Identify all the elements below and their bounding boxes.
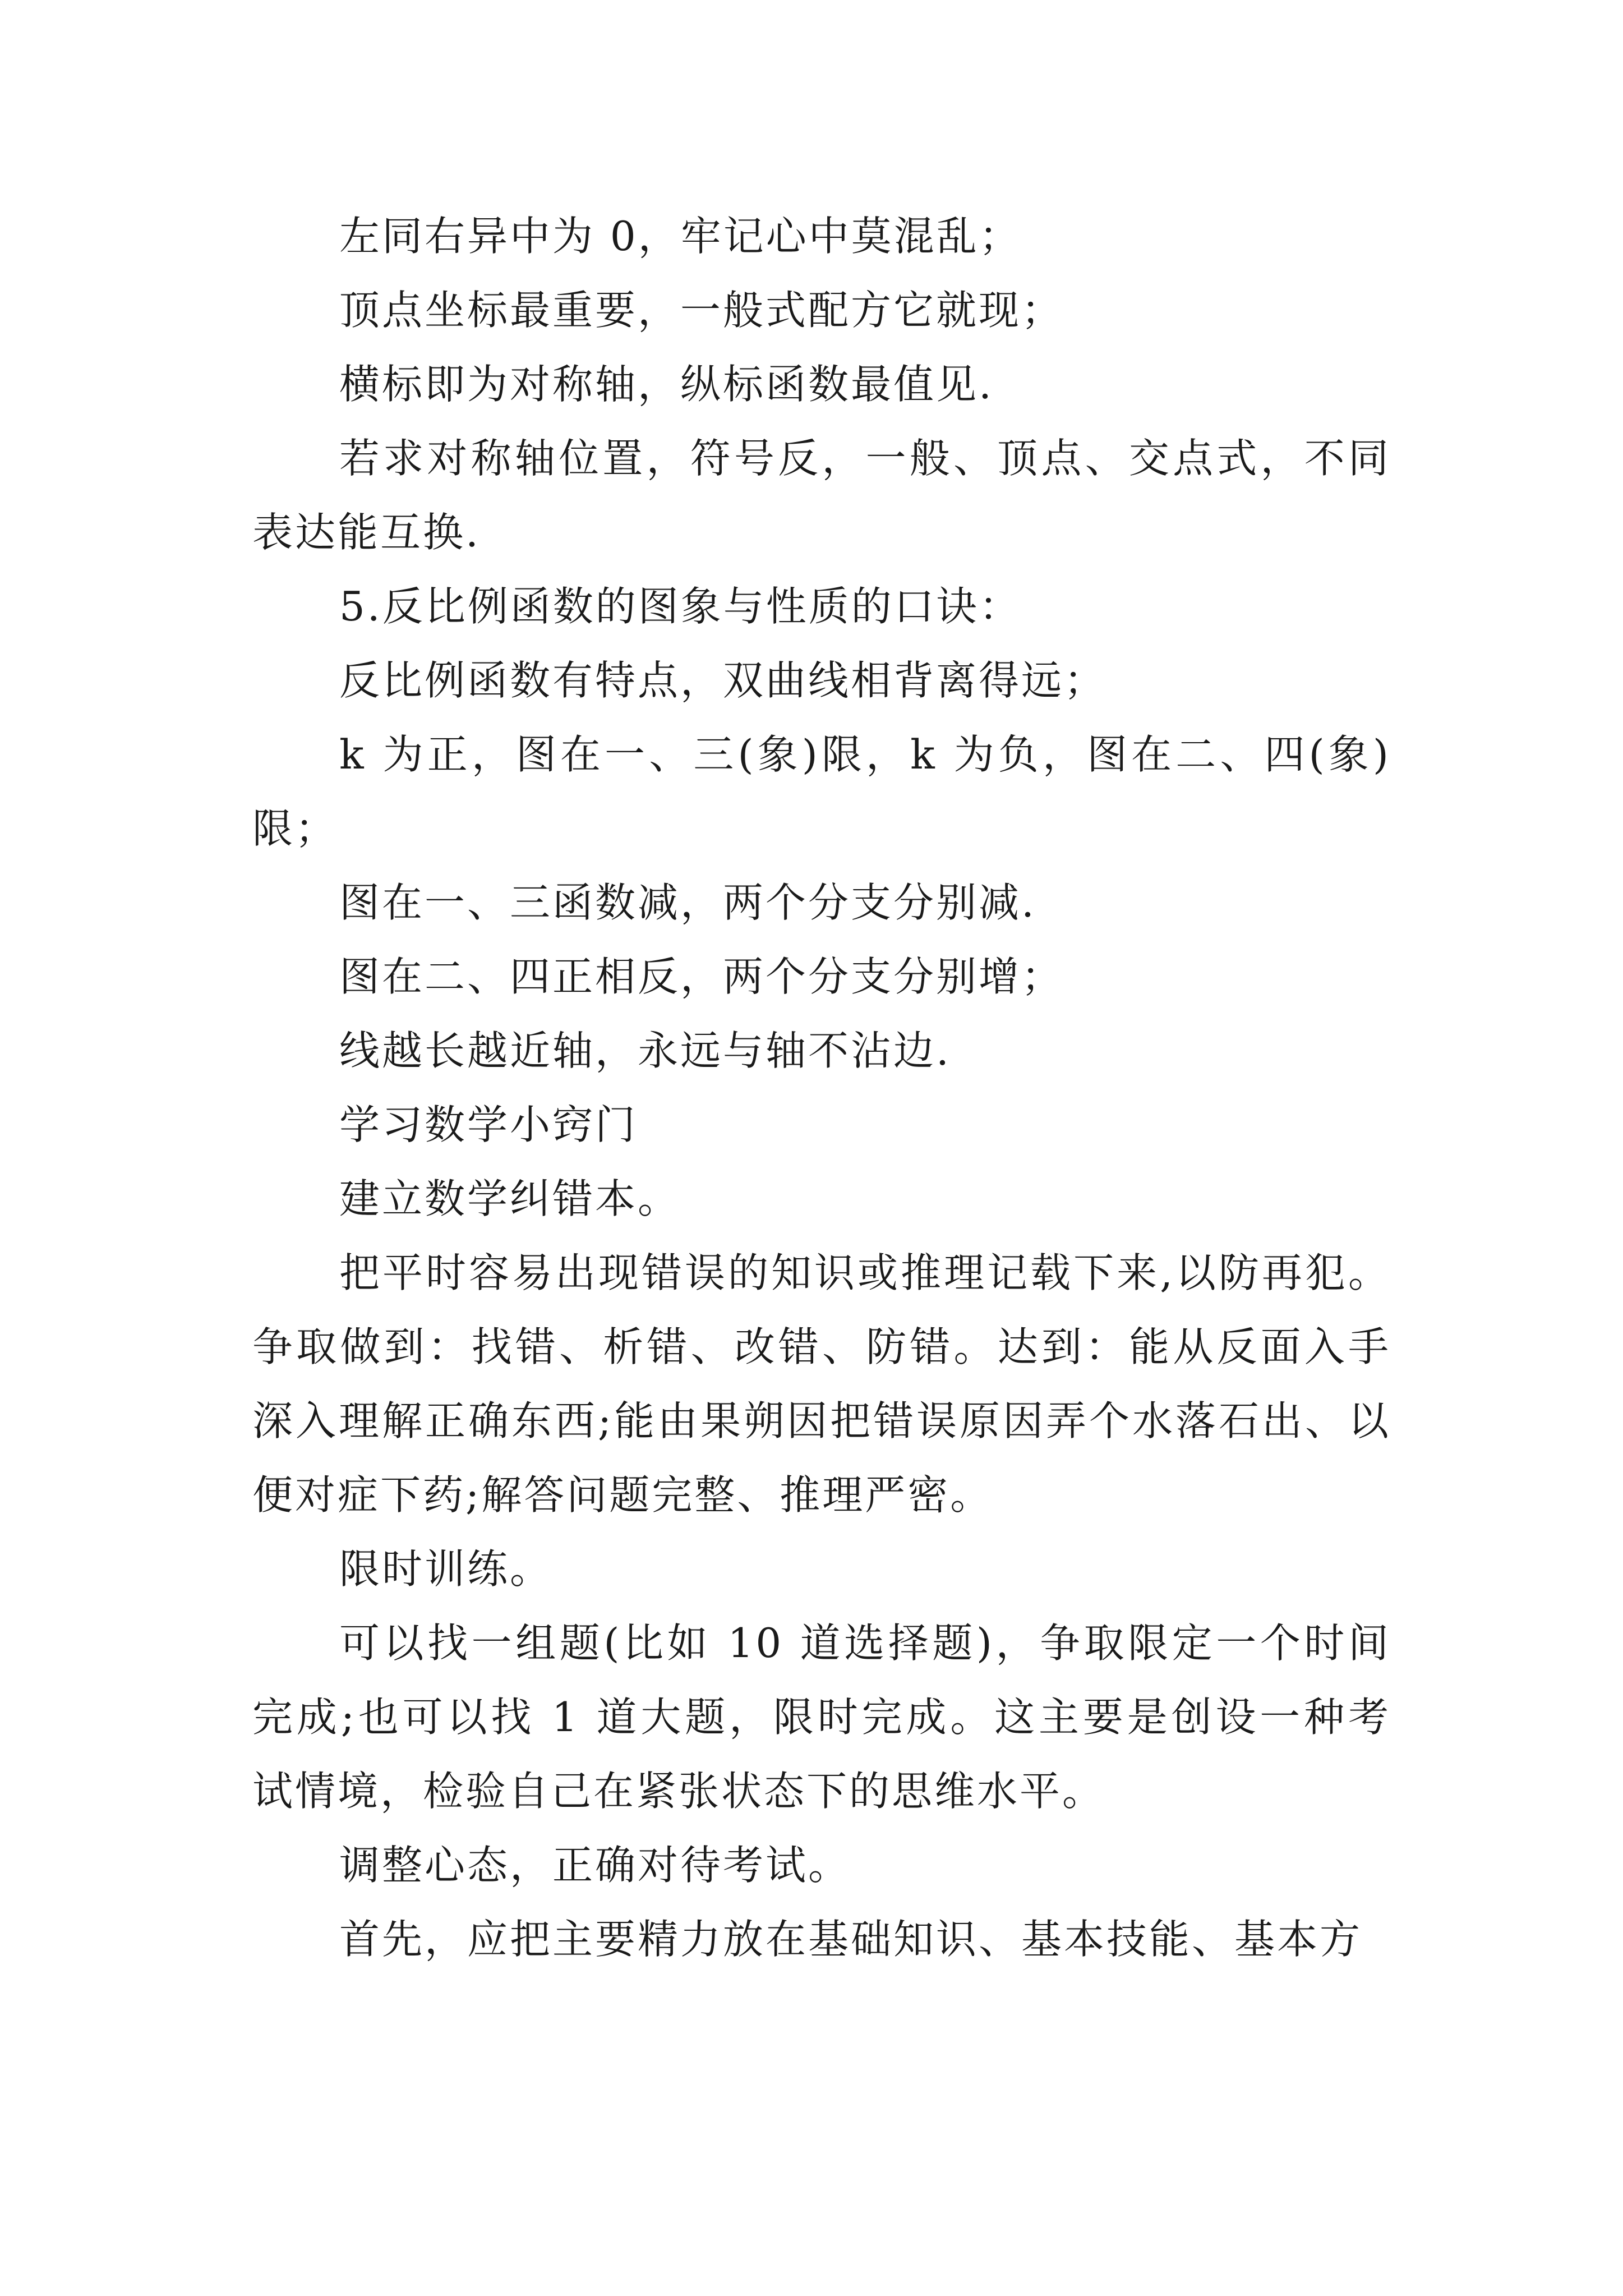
tip-heading-timed-training: 限时训练。 <box>339 1545 553 1593</box>
document-page <box>252 199 1391 1976</box>
paragraph-symmetry-position: 若求对称轴位置，符号反，一般、顶点、交点式，不同表达能互换. <box>252 435 1391 556</box>
paragraph-vertex-coordinates: 顶点坐标最重要，一般式配方它就现； <box>339 287 1064 334</box>
paragraph-mnemonic-left-right: 左同右异中为 0，牢记心中莫混乱； <box>339 213 1022 260</box>
section-heading-study-tips: 学习数学小窍门 <box>339 1101 638 1148</box>
tip-heading-error-notebook: 建立数学纠错本。 <box>339 1175 681 1222</box>
paragraph-quadrants-1-3: 图在一、三函数减，两个分支分别减. <box>339 879 1036 926</box>
paragraph-axis-of-symmetry: 横标即为对称轴，纵标函数最值见. <box>339 361 994 408</box>
paragraph-timed-training: 可以找一组题(比如 10 道选择题)，争取限定一个时间完成;也可以找 1 道大题，限时完成。这主要是创设一种考试情境，检验自己在紧张状态下的思维水平。 <box>252 1619 1391 1815</box>
paragraph-mindset: 首先，应把主要精力放在基础知识、基本技能、基本方 <box>339 1916 1363 1963</box>
paragraph-asymptote: 线越长越近轴，永远与轴不沾边. <box>339 1027 951 1074</box>
paragraph-inverse-features: 反比例函数有特点，双曲线相背离得远； <box>339 657 1107 704</box>
paragraph-error-notebook: 把平时容易出现错误的知识或推理记载下来,以防再犯。争取做到：找错、析错、改错、防错。达到：能从反面入手深入理解正确东西;能由果朔因把错误原因弄个水落石出、以便对症下药;解答问题完整、推理严密。 <box>252 1249 1391 1519</box>
section-heading-inverse-proportion: 5.反比例函数的图象与性质的口诀： <box>339 583 1022 630</box>
paragraph-quadrants-2-4: 图在二、四正相反，两个分支分别增； <box>339 953 1064 1000</box>
paragraph-k-sign-quadrants: k 为正，图在一、三(象)限，k 为负，图在二、四(象)限； <box>252 731 1391 852</box>
tip-heading-mindset: 调整心态，正确对待考试。 <box>339 1842 851 1889</box>
